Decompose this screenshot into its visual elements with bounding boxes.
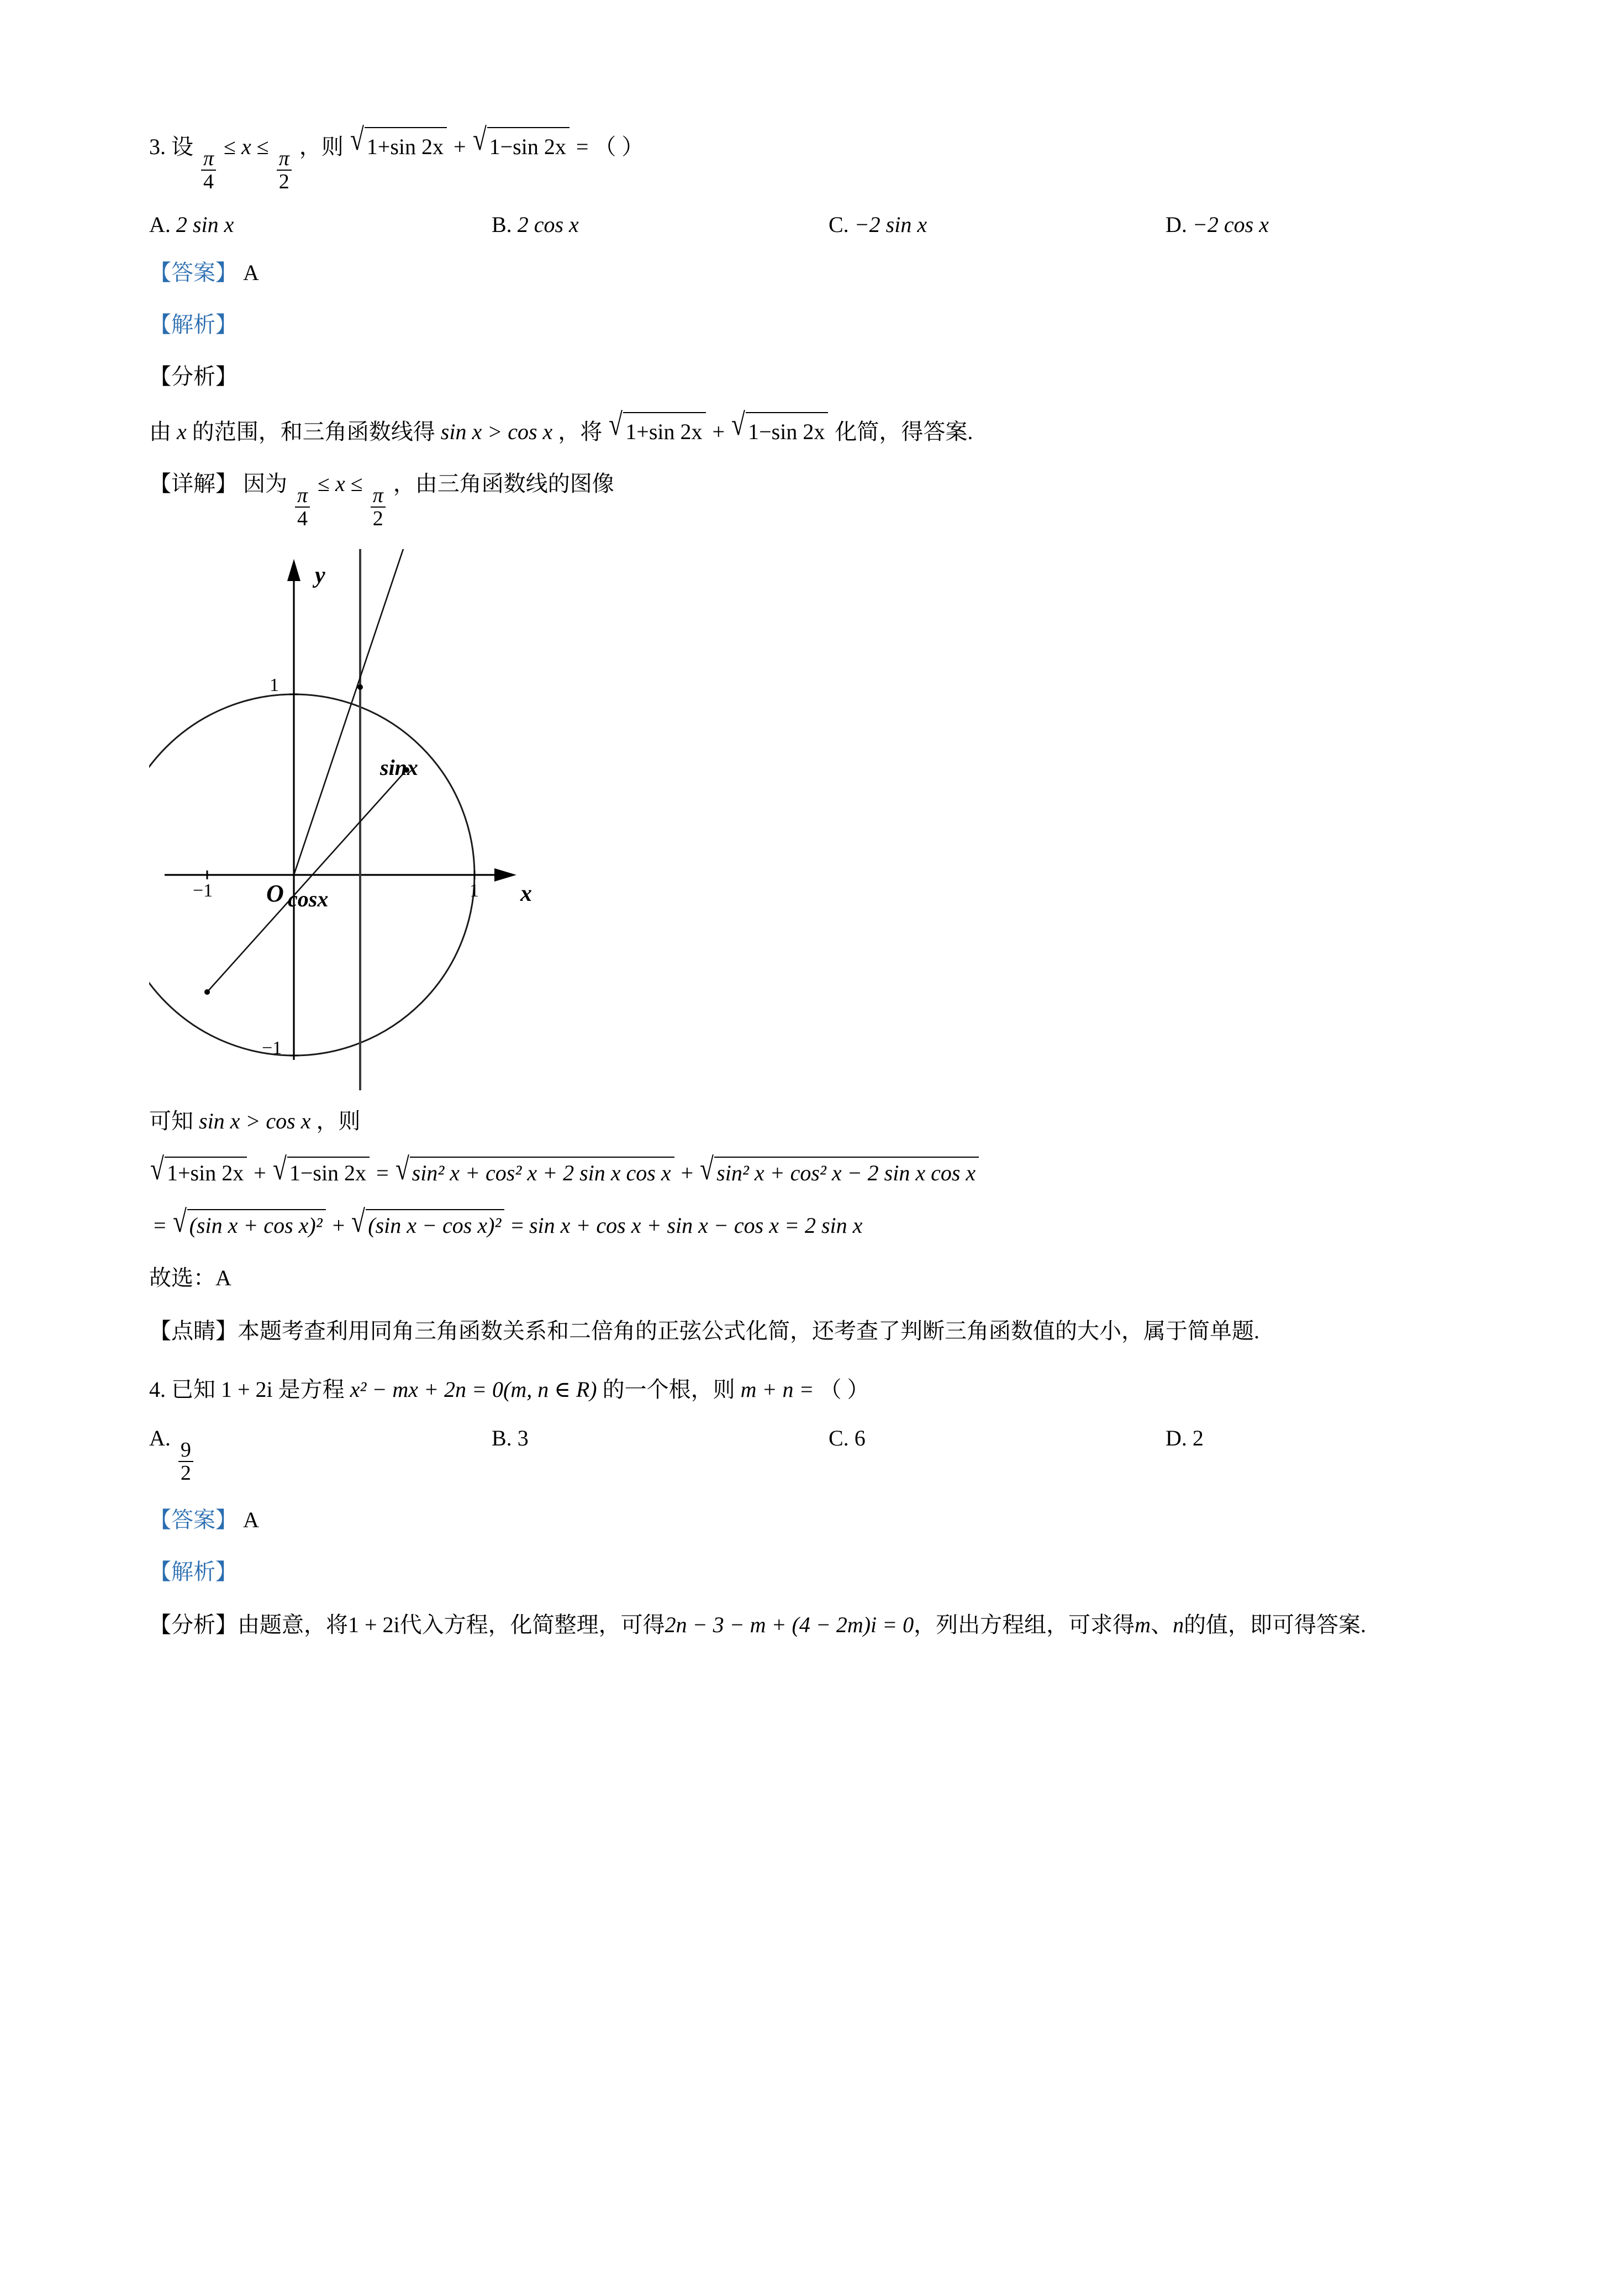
q3-conclusion: 故选：A xyxy=(149,1265,231,1290)
q4-option-b-text: 3 xyxy=(517,1426,529,1451)
figure-origin-label: O xyxy=(266,879,284,907)
radical-icon: √ xyxy=(150,1151,164,1186)
q3-detail-frac1-den: 4 xyxy=(297,507,308,531)
q4-stem-expression: m + n = xyxy=(740,1377,814,1402)
question-4-stem xyxy=(149,1373,1475,1406)
q4-option-b[interactable] xyxy=(492,1425,829,1451)
figure-tick-label-x-negative: −1 xyxy=(193,880,213,901)
figure-tick-label-y-negative: −1 xyxy=(262,1037,282,1058)
eq2-result: sin x + cos x + sin x − cos x = 2 sin x xyxy=(529,1212,863,1238)
radical-icon: √ xyxy=(172,1204,187,1239)
q3-analysis-sqrt2-radicand: 1−sin 2x xyxy=(746,412,828,448)
q3-detail-paragraph xyxy=(149,467,1475,530)
eq2-sqrt-2 xyxy=(351,1204,504,1239)
question-4-options xyxy=(149,1425,1475,1484)
eq2-equals-1: = xyxy=(154,1212,166,1238)
eq1-rhs-plus: + xyxy=(681,1160,694,1185)
eq1-sqrt-lhs-1 xyxy=(150,1151,247,1186)
q3-detail-le-1: ≤ xyxy=(318,471,330,497)
eq2-equals-2: = xyxy=(511,1212,524,1238)
radical-icon: √ xyxy=(731,407,746,442)
radical-icon: √ xyxy=(351,1204,366,1239)
q4-stem-equation: x² − mx + 2n = 0(m, n ∈ R) xyxy=(350,1377,597,1402)
q3-analysis-plus: + xyxy=(712,419,725,445)
q3-analysis-sqrt1-radicand: 1+sin 2x xyxy=(623,412,705,448)
terminal-ray-steep xyxy=(294,549,403,875)
q3-number: 3. xyxy=(149,134,166,159)
point-on-circle-lower xyxy=(204,989,210,995)
q3-analysis-heading xyxy=(149,360,1475,393)
q3-option-d[interactable] xyxy=(1166,212,1475,238)
q3-analysis-inequality: sin x > cos x xyxy=(440,419,553,445)
q4-option-a-fraction xyxy=(178,1439,193,1485)
q4-answer-value: A xyxy=(243,1507,259,1532)
q4-number: 4. xyxy=(149,1377,166,1402)
q3-detail-frac-pi-2 xyxy=(371,484,386,530)
eq1-lhs-plus: + xyxy=(254,1160,266,1185)
figure-tick-label-x-positive: 1 xyxy=(470,880,479,901)
radical-icon: √ xyxy=(272,1151,287,1186)
q3-stem-prefix: 设 xyxy=(171,134,193,159)
q3-answer-value: A xyxy=(243,260,259,286)
x-axis-arrow-icon xyxy=(494,868,516,882)
q3-frac1-den: 4 xyxy=(203,170,214,194)
q3-frac-pi-2 xyxy=(277,147,292,193)
q3-detail-label: 【详解】 xyxy=(149,471,238,497)
q4-stem-text-1: 已知 xyxy=(171,1377,215,1402)
q4-stem-text-2: 是方程 xyxy=(278,1377,345,1402)
q4-analysis-paragraph xyxy=(149,1607,1475,1643)
figure-tick-label-y-positive: 1 xyxy=(270,674,279,695)
q3-sqrt1-radicand: 1+sin 2x xyxy=(365,127,447,163)
q3-analysis-sqrt-1 xyxy=(609,407,705,448)
q3-detail-le-2: ≤ xyxy=(350,471,363,497)
eq2-sqrt1-radicand: (sin x + cos x)² xyxy=(187,1209,326,1238)
q3-insight-text: 本题考查利用同角三角函数关系和二倍角的正弦公式化简，还考查了判断三角函数值的大小，属于简单题. xyxy=(238,1318,1259,1343)
q4-answer-label: 【答案】 xyxy=(149,1507,238,1532)
q3-analysis-var: x xyxy=(177,419,187,445)
q4-explanation-row xyxy=(149,1555,1475,1589)
eq1-rhs-sqrt1-radicand: sin² x + cos² x + 2 sin x cos x xyxy=(410,1157,674,1186)
q3-stem-plus: + xyxy=(454,134,466,159)
figure-y-axis-label: y xyxy=(315,562,325,588)
q3-sqrt-1 xyxy=(350,122,447,163)
q4-option-a-denominator: 2 xyxy=(180,1461,191,1485)
eq1-sqrt-rhs-2 xyxy=(700,1151,979,1186)
q4-option-d-text: 2 xyxy=(1192,1426,1204,1451)
q3-post-figure-inequality: sin x > cos x xyxy=(199,1108,311,1133)
q3-post-figure-text-2: ，则 xyxy=(316,1108,361,1133)
q3-option-b-text: 2 cos x xyxy=(517,212,579,238)
q3-option-b[interactable] xyxy=(492,212,829,238)
q3-analysis-text-2: 的范围，和三角函数线得 xyxy=(192,419,435,445)
question-3-options xyxy=(149,212,1475,238)
radical-icon: √ xyxy=(350,122,364,157)
q3-analysis-text-4: 化简，得答案. xyxy=(835,419,973,445)
q3-le-2: ≤ xyxy=(256,134,269,159)
q4-option-c-label: C. xyxy=(829,1426,849,1451)
q3-stem-equals: = xyxy=(576,134,589,159)
q3-equation-line-1 xyxy=(149,1151,1475,1186)
q3-option-a-label: A. xyxy=(149,212,171,238)
section-spacer xyxy=(149,1368,1475,1373)
q4-analysis-complex: 1 + 2i xyxy=(348,1612,400,1637)
q4-stem-complex: 1 + 2i xyxy=(221,1377,273,1402)
q4-option-d-label: D. xyxy=(1166,1426,1187,1451)
q3-detail-var: x xyxy=(335,471,345,497)
q4-analysis-text-2: 代入方程，化简整理，可得 xyxy=(399,1612,665,1637)
q3-analysis-label: 【分析】 xyxy=(149,364,238,389)
q3-explanation-label: 【解析】 xyxy=(149,312,238,337)
eq2-plus: + xyxy=(332,1212,345,1238)
q3-option-c-label: C. xyxy=(829,212,849,238)
q3-analysis-text-1: 由 xyxy=(149,419,171,445)
eq2-sqrt-1 xyxy=(172,1204,326,1239)
q3-analysis-paragraph xyxy=(149,407,1475,448)
q3-detail-frac1-num: π xyxy=(295,484,310,508)
radical-icon: √ xyxy=(472,122,487,157)
q4-analysis-equation: 2n − 3 − m + (4 − 2m)i = 0 xyxy=(665,1612,914,1637)
eq1-lhs-sqrt2-radicand: 1−sin 2x xyxy=(287,1157,370,1186)
eq1-equals: = xyxy=(376,1160,389,1185)
point-ray-circle-intersection xyxy=(357,684,363,690)
q3-detail-text-2: ，由三角函数线的图像 xyxy=(393,471,614,497)
q3-option-d-text: −2 cos x xyxy=(1192,212,1269,238)
q4-analysis-var-m: m xyxy=(1135,1612,1151,1637)
q3-analysis-text-3: ，将 xyxy=(558,419,603,445)
q4-option-a[interactable] xyxy=(149,1425,492,1484)
radius-diameter-line xyxy=(207,770,407,992)
q3-sqrt-2 xyxy=(472,122,570,163)
unit-circle-figure xyxy=(149,549,757,1090)
q4-option-c[interactable] xyxy=(829,1425,1166,1451)
q4-analysis-text-5: 的值，即可得答案. xyxy=(1184,1612,1367,1637)
q4-stem-blank: （ ） xyxy=(819,1377,869,1402)
eq1-rhs-sqrt2-radicand: sin² x + cos² x − 2 sin x cos x xyxy=(714,1157,979,1186)
y-axis-arrow-icon xyxy=(287,559,300,581)
q3-detail-frac2-num: π xyxy=(371,484,386,508)
q4-option-c-text: 6 xyxy=(854,1426,866,1451)
q3-frac-pi-4 xyxy=(201,147,216,193)
q4-analysis-label: 【分析】 xyxy=(149,1612,238,1637)
q3-answer-row xyxy=(149,256,1475,289)
q3-frac2-den: 2 xyxy=(278,170,289,194)
q3-insight-paragraph xyxy=(149,1313,1475,1349)
q4-option-d[interactable] xyxy=(1166,1425,1475,1451)
q3-stem-comma: ，则 xyxy=(299,134,344,159)
q3-frac2-num: π xyxy=(277,147,292,171)
q4-stem-text-3: 的一个根，则 xyxy=(602,1377,735,1402)
radical-icon: √ xyxy=(395,1151,409,1186)
q4-option-a-numerator: 9 xyxy=(178,1439,193,1462)
radical-icon: √ xyxy=(700,1151,714,1186)
q4-option-a-label: A. xyxy=(149,1426,171,1451)
q3-le-1: ≤ xyxy=(224,134,236,159)
q3-option-d-label: D. xyxy=(1166,212,1187,238)
eq2-sqrt2-radicand: (sin x − cos x)² xyxy=(366,1209,504,1238)
eq1-sqrt-lhs-2 xyxy=(272,1151,370,1186)
page-content xyxy=(149,122,1475,1661)
q4-explanation-label: 【解析】 xyxy=(149,1559,238,1584)
q3-sqrt2-radicand: 1−sin 2x xyxy=(487,127,570,163)
q3-equation-line-2 xyxy=(154,1204,1475,1239)
eq1-sqrt-rhs-1 xyxy=(395,1151,674,1186)
figure-x-axis-label: x xyxy=(520,880,532,906)
q3-post-figure-line xyxy=(149,1105,1475,1138)
question-3-stem xyxy=(149,122,1475,194)
q3-option-c-text: −2 sin x xyxy=(854,212,927,238)
q3-explanation-row xyxy=(149,308,1475,341)
q3-post-figure-text-1: 可知 xyxy=(149,1108,193,1133)
q3-option-b-label: B. xyxy=(492,212,512,238)
figure-sin-label: sinx xyxy=(380,754,418,780)
q3-detail-text-1: 因为 xyxy=(243,471,287,497)
q4-analysis-text-1: 由题意，将 xyxy=(238,1612,348,1637)
q3-insight-label: 【点睛】 xyxy=(149,1318,238,1343)
q3-stem-blank: （ ） xyxy=(594,134,644,159)
q4-answer-row xyxy=(149,1503,1475,1537)
q4-analysis-text-4: 、 xyxy=(1151,1612,1173,1637)
q3-detail-frac-pi-4 xyxy=(295,484,310,530)
q3-option-a-text: 2 sin x xyxy=(176,212,234,238)
q3-option-a[interactable] xyxy=(149,212,492,238)
q4-option-b-label: B. xyxy=(492,1426,512,1451)
q3-analysis-sqrt-2 xyxy=(731,407,828,448)
q4-analysis-var-n: n xyxy=(1173,1612,1184,1637)
radical-icon: √ xyxy=(609,407,623,442)
q3-frac1-num: π xyxy=(201,147,216,171)
q4-analysis-text-3: ，列出方程组，可求得 xyxy=(914,1612,1135,1637)
figure-cos-label: cosx xyxy=(288,886,329,911)
q3-answer-label: 【答案】 xyxy=(149,260,238,286)
q3-option-c[interactable] xyxy=(829,212,1166,238)
q3-stem-var: x xyxy=(241,134,251,159)
q3-detail-frac2-den: 2 xyxy=(372,507,383,531)
eq1-lhs-sqrt1-radicand: 1+sin 2x xyxy=(165,1157,247,1186)
